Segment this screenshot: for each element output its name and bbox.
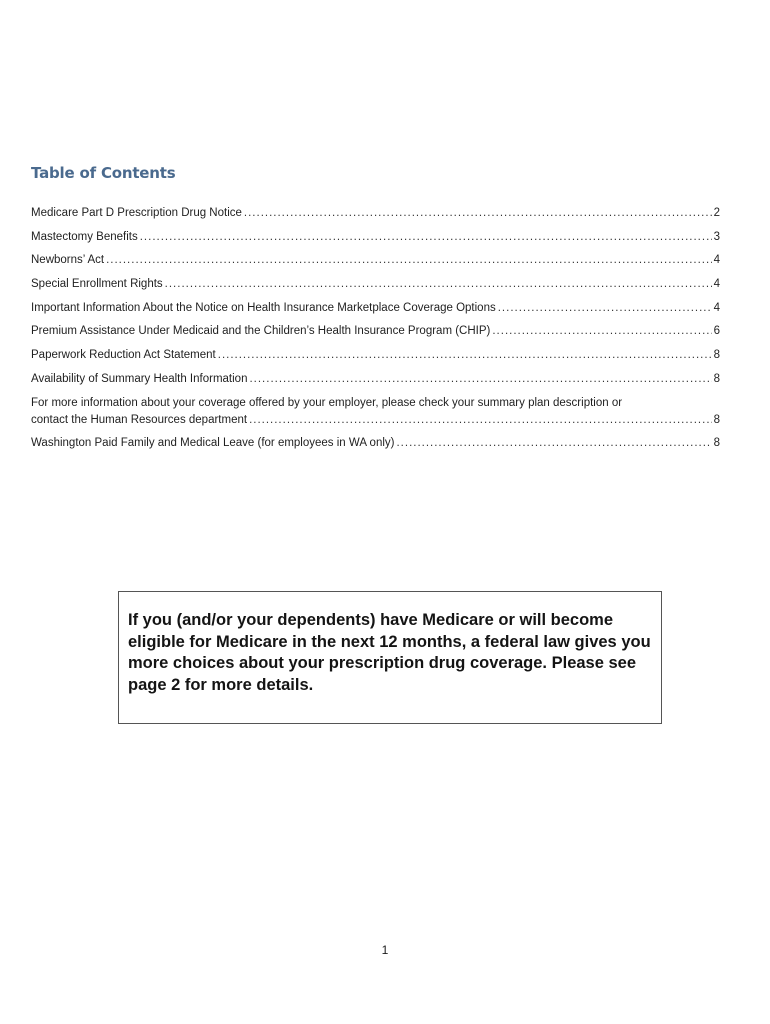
toc-entry-washington-paid-leave[interactable] xyxy=(31,435,720,452)
dot-leader xyxy=(244,205,712,222)
dot-leader xyxy=(498,300,712,317)
dot-leader xyxy=(140,229,712,246)
toc-entry-label-line1: For more information about your coverage offered by your employer, please check your summary plan description or xyxy=(31,396,623,409)
page-number: 1 xyxy=(381,943,389,957)
medicare-notice-text: If you (and/or your dependents) have Medicare or will become eligible for Medicare in the next 12 months, a federal law gives you more choices about your prescription drug coverage. Please see page 2 for more details. xyxy=(128,611,651,694)
toc-entry-page: 6 xyxy=(713,325,720,338)
dot-leader xyxy=(218,347,712,364)
toc-entry-label: Special Enrollment Rights xyxy=(31,278,163,291)
toc-entry-marketplace-notice[interactable] xyxy=(31,300,720,317)
dot-leader xyxy=(492,323,711,340)
toc-entry-medicare-part-d[interactable] xyxy=(31,205,720,222)
toc-entry-page: 4 xyxy=(713,254,720,267)
toc-entry-page: 3 xyxy=(713,230,720,243)
dot-leader xyxy=(396,435,711,452)
toc-entry-page: 8 xyxy=(713,372,720,385)
dot-leader xyxy=(106,252,712,269)
toc-entry-summary-health-information[interactable] xyxy=(31,371,720,388)
dot-leader xyxy=(165,276,712,293)
toc-entry-mastectomy-benefits[interactable] xyxy=(31,229,720,246)
toc-entry-page: 2 xyxy=(713,207,720,219)
toc-title: Table of Contents xyxy=(31,164,176,182)
toc-entry-label: Newborns’ Act xyxy=(31,254,105,267)
toc-entry-page: 8 xyxy=(713,437,720,450)
toc-entry-paperwork-reduction-act[interactable] xyxy=(31,347,720,364)
toc-entry-special-enrollment-rights[interactable] xyxy=(31,276,720,293)
dot-leader xyxy=(249,371,711,388)
toc-entry-page: 4 xyxy=(713,301,720,314)
toc-entry-page: 4 xyxy=(713,278,720,291)
table-of-contents xyxy=(31,205,720,459)
toc-entry-more-information[interactable] xyxy=(31,395,720,429)
toc-entry-newborns-act[interactable] xyxy=(31,252,720,269)
medicare-notice-box xyxy=(118,591,662,724)
toc-entry-label: Washington Paid Family and Medical Leave (for employees in WA only) xyxy=(31,437,395,450)
toc-entry-line2 xyxy=(31,412,720,429)
toc-entry-label: Premium Assistance Under Medicaid and the Children’s Health Insurance Program (CHIP) xyxy=(31,325,491,338)
toc-entry-chip-premium-assistance[interactable] xyxy=(31,323,720,340)
toc-entry-label: Mastectomy Benefits xyxy=(31,230,138,243)
toc-entry-page: 8 xyxy=(713,349,720,362)
dot-leader xyxy=(249,412,712,429)
toc-entry-label: Paperwork Reduction Act Statement xyxy=(31,349,216,362)
toc-entry-label: Important Information About the Notice on Health Insurance Marketplace Coverage Options xyxy=(31,301,496,314)
toc-entry-label: Medicare Part D Prescription Drug Notice xyxy=(31,207,242,219)
toc-entry-label: Availability of Summary Health Information xyxy=(31,372,248,385)
toc-entry-page: 8 xyxy=(713,413,720,426)
toc-entry-label-line2: contact the Human Resources department xyxy=(31,413,248,426)
